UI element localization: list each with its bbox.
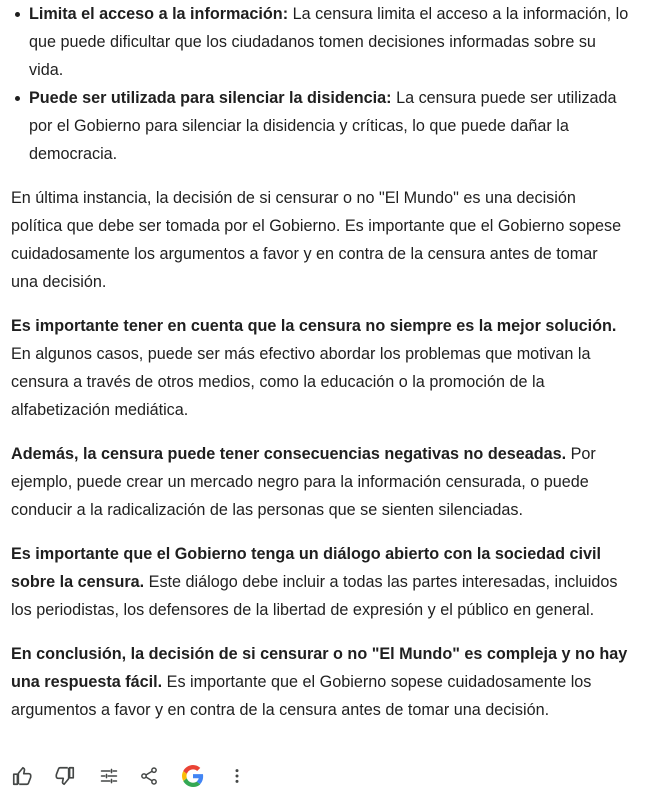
paragraph-heading: En conclusión, la decisión de si censurar o no "El Mundo" es compleja y no hay una respuesta fácil. [11,645,628,691]
thumbs-down-icon [54,765,76,787]
more-vert-icon [227,766,247,786]
share-icon [139,766,159,786]
bullet-text: La censura puede ser utilizada por el Gobierno para silenciar la disidencia y críticas, lo que puede dañar la democracia. [29,89,617,163]
good-response-button[interactable] [10,764,34,788]
paragraph [11,440,629,524]
thumbs-up-icon [11,765,33,787]
paragraph-text: Este diálogo debe incluir a todas las partes interesadas, incluidos los periodistas, los defensores de la libertad de expresión y el público en general. [11,573,618,619]
google-g-icon [182,765,204,787]
bad-response-button[interactable] [53,764,77,788]
paragraph-text: En algunos casos, puede ser más efectivo abordar los problemas que motivan la censura a través de otros medios, como la educación o la promoción de la alfabetización mediática. [11,345,591,419]
paragraph-text: Por ejemplo, puede crear un mercado negro para la información censurada, o puede conducir a la radicalización de las personas que se sienten silenciadas. [11,445,596,519]
paragraph [11,640,629,724]
bullet-item [29,84,629,168]
paragraph-heading: Además, la censura puede tener consecuencias negativas no deseadas. [11,445,567,463]
more-options-button[interactable] [225,764,249,788]
bullet-list [11,0,629,168]
bullet-heading: Limita el acceso a la información: [29,5,289,23]
paragraph [11,312,629,424]
paragraph-heading: Es importante que el Gobierno tenga un diálogo abierto con la sociedad civil sobre la censura. [11,545,602,591]
double-check-response-button[interactable] [181,764,205,788]
bullet-text: La censura limita el acceso a la información, lo que puede dificultar que los ciudadanos tomen decisiones informadas sobre su vida. [29,5,629,79]
share-button[interactable] [137,764,161,788]
paragraph-text: En última instancia, la decisión de si censurar o no "El Mundo" es una decisión política que debe ser tomada por el Gobierno. Es importante que el Gobierno sopese cuidadosamente los argumentos a favor y en contra de la censura antes de tomar una decisión. [11,189,622,291]
paragraph [11,184,629,296]
tune-icon [99,766,119,786]
bullet-heading: Puede ser utilizada para silenciar la disidencia: [29,89,392,107]
bullet-item [29,0,629,84]
paragraph [11,540,629,624]
paragraph-heading: Es importante tener en cuenta que la censura no siempre es la mejor solución. [11,317,617,335]
modify-response-button[interactable] [97,764,121,788]
paragraph-text: Es importante que el Gobierno sopese cuidadosamente los argumentos a favor y en contra de la censura antes de tomar una decisión. [11,673,592,719]
response-actions-bar [0,758,651,794]
